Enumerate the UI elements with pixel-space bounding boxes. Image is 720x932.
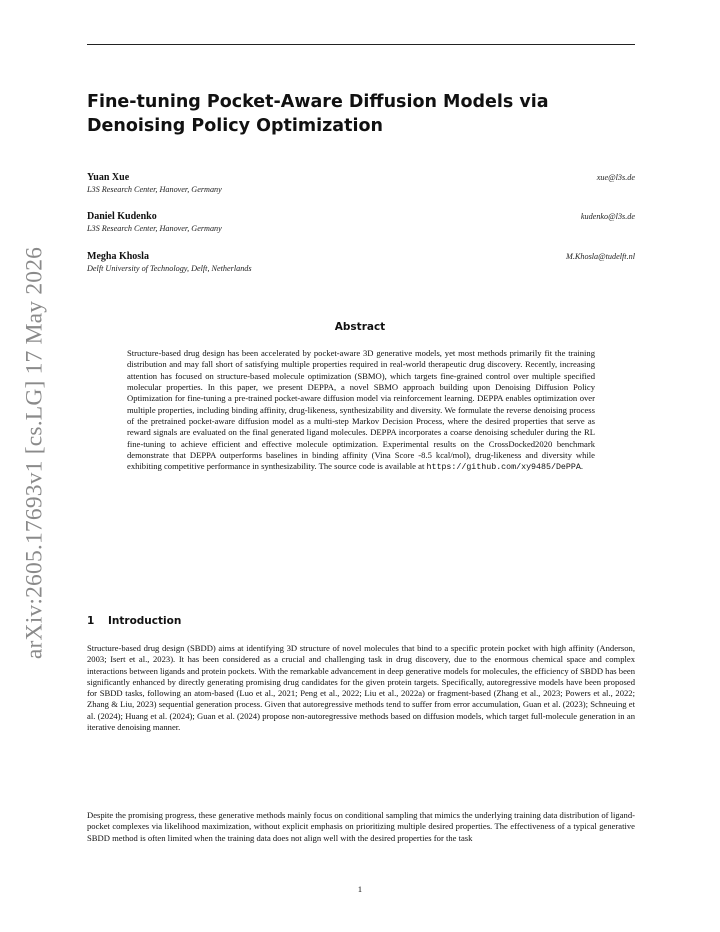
author-email: M.Khosla@tudelft.nl	[566, 252, 635, 261]
abstract-heading: Abstract	[334, 321, 386, 333]
arxiv-identifier-text: arXiv:2605.17693v1 [cs.LG] 17 May 2026	[21, 246, 48, 660]
author-block-3	[87, 251, 635, 274]
author-name: Megha Khosla	[87, 251, 149, 262]
author-block-2	[87, 211, 635, 234]
paper-title: Fine-tuning Pocket-Aware Diffusion Models via Denoising Policy Optimization	[87, 92, 549, 136]
author-email: xue@l3s.de	[596, 173, 635, 182]
author-name: Daniel Kudenko	[87, 211, 157, 222]
code-url: https://github.com/xy9485/DePPA	[426, 463, 581, 473]
author-affiliation: L3S Research Center, Hanover, Germany	[87, 224, 222, 233]
section-number: 1	[87, 615, 95, 627]
intro-paragraph-1: Structure-based drug design (SBDD) aims at identifying 3D structure of novel molecules that bind to a specific protein pocket with high affinity (Anderson, 2003; Isert et al., 2023). It has been considered as a crucial and challenging task in drug discovery, due to the enormous chemical space and complex interactions between ligands and protein pockets. With the remarkable advancement in deep generative models for molecules, the efficiency of SBDD has been significantly enhanced by directly generating promising drug candidates for the given protein targets. Specifically, autoregressive models have been proposed for SBDD tasks, following an atom-based (Luo et al., 2021; Peng et al., 2022; Liu et al., 2022a) or fragment-based (Zhang et al., 2023; Powers et al., 2022; Zhang & Liu, 2023) sequential generation process. Given that autoregressive methods tend to suffer from error accumulation, Guan et al. (2023); Schneuing et al. (2024); Huang et al. (2024); Guan et al. (2024) propose non-autoregressive methods based on diffusion models, which target full-molecule generation in an iterative denoising manner.	[87, 643, 635, 733]
abstract-text: Structure-based drug design has been accelerated by pocket-aware 3D generative models, yet most methods primarily fit the training distribution and may fall short of satisfying multiple properties required in real-world therapeutic drug discovery. Recently, increasing attention has focused on structure-based molecule optimization (SBMO), which targets fine-grained control over multiple specified molecular properties. In this paper, we present DEPPA, a novel SBMO approach building upon Denoising Diffusion Policy Optimization for fine-tuning a pre-trained pocket-aware diffusion model via reinforcement learning. DEPPA enables optimization over multiple properties, including binding affinity, drug-likeness, synthesizability and diversity. We formulate the reverse denoising process of the pretrained pocket-aware diffusion model as a multi-step Markov Decision Process, where the desired properties that serve as reward signals are evaluated on the final generated ligand molecules. DEPPA incorporates a coarse denoising scheduler during the RL fine-tuning to achieve efficient and effective molecule optimization. Experimental results on the CrossDocked2020 benchmark demonstrate that DEPPA outperforms baselines in binding affinity (Vina Score -8.5 kcal/mol), drug-likeness and diversity while exhibiting competitive performance in synthesizability. The source code is available at	[127, 348, 595, 472]
author-affiliation: L3S Research Center, Hanover, Germany	[87, 185, 222, 194]
section-title: Introduction	[108, 615, 182, 627]
author-block-1	[87, 172, 635, 195]
author-email: kudenko@l3s.de	[580, 212, 635, 221]
author-affiliation: Delft University of Technology, Delft, Netherlands	[87, 264, 252, 273]
arxiv-identifier-stamp	[20, 246, 50, 660]
top-rule	[87, 44, 635, 45]
author-name: Yuan Xue	[87, 172, 130, 183]
section-heading	[87, 614, 181, 628]
abstract-end: .	[580, 461, 584, 472]
page-number: 1	[357, 884, 363, 894]
abstract-body	[127, 348, 595, 474]
intro-paragraph-2: Despite the promising progress, these generative methods mainly focus on conditional sampling that mimics the underlying training data distribution of ligand-pocket complexes via likelihood maximization, without explicit emphasis on prioritizing multiple desired properties. The effectiveness of a typical generative SBDD method is often limited when the training data does not align well with the desired properties for the task	[87, 810, 635, 843]
